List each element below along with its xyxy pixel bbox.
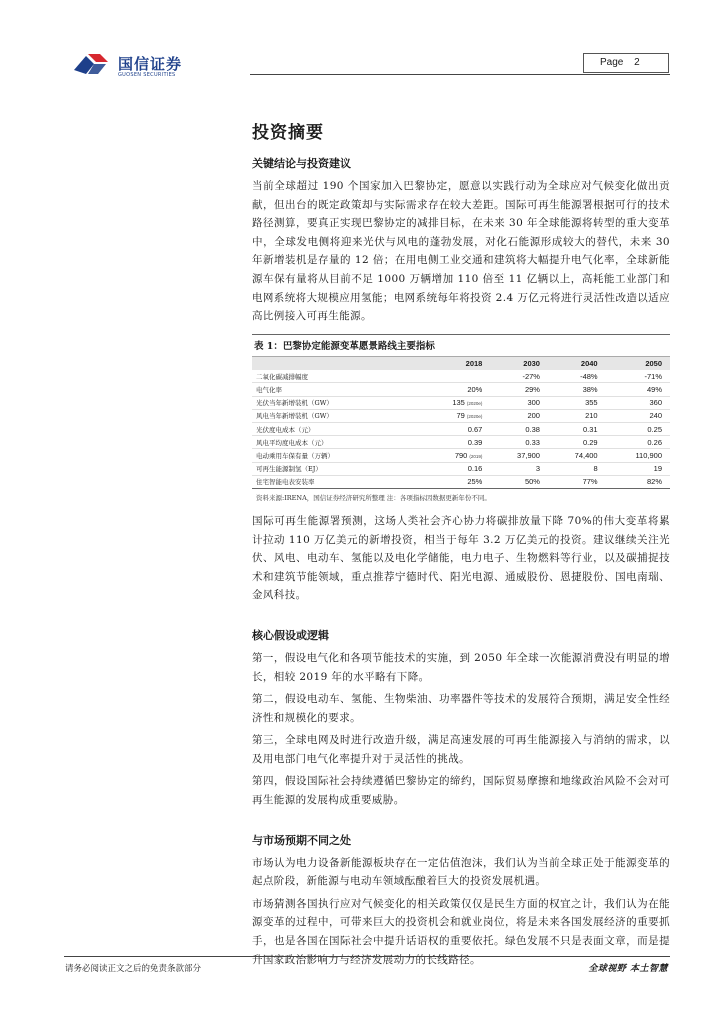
paragraph-assumption-4: 第四，假设国际社会持续遵循巴黎协定的缔约，国际贸易摩擦和地缘政治风险不会对可再生能源的发展构成重要威胁。 xyxy=(252,775,670,807)
paragraph-conclusions-1: 当前全球超过 190 个国家加入巴黎协定，愿意以实践行动为全球应对气候变化做出贡献，但出台的既定政策却与实际需求存在较大差距。国际可再生能源署根据可行的技术路径测算，要真正实现巴黎协定的减排目标，在未来 30 年全球能源将转型的重大变革中，全球发电侧将迎来光伏与风电的蓬勃发展，对化石能源形成较大的替代，未来 30 年新增装机是存量的 12 倍；在用电侧工业交通和建筑将大幅提升电气化率，全球新能源车保有量将从目前不足 1000 万辆增加 110 倍至 11 亿辆以上，高耗能工业部门和电网系统将大规模应用氢能；电网系统每年将投资 2.4 万亿元将进行灵活性改造以适应高比例接入可再生能源。 xyxy=(252,180,670,323)
table-cell: 300 xyxy=(490,396,548,409)
table-cell: 0.38 xyxy=(490,423,548,436)
table-cell: 82% xyxy=(606,475,670,488)
table-cell: 0.39 xyxy=(420,436,491,449)
cell-note: (2020e) xyxy=(466,401,483,407)
table-cell: 8 xyxy=(548,462,606,475)
company-logo xyxy=(72,50,202,82)
table-row xyxy=(252,383,670,396)
table-cell: 200 xyxy=(490,409,548,422)
row-label: 光伏度电成本（元） xyxy=(252,423,420,436)
footer-disclaimer: 请务必阅读正文之后的免责条款部分 xyxy=(65,964,202,974)
table-cell: -48% xyxy=(548,370,606,383)
table-row xyxy=(252,370,670,383)
table-row xyxy=(252,436,670,449)
table-cell xyxy=(420,449,491,462)
footer-divider xyxy=(64,956,670,957)
table-cell: 360 xyxy=(606,396,670,409)
row-label: 风电当年新增装机（GW） xyxy=(252,409,420,422)
company-name-cn: 国信证券 xyxy=(118,55,183,73)
row-label: 二氧化碳减排幅度 xyxy=(252,370,420,383)
table-cell: 29% xyxy=(490,383,548,396)
header-divider xyxy=(250,74,670,75)
paragraph-assumption-1: 第一，假设电气化和各项节能技术的实施，到 2050 年全球一次能源消费没有明显的增长，相较 2019 年的水平略有下降。 xyxy=(252,651,670,683)
table-cell: 0.29 xyxy=(548,436,606,449)
company-name-en: GUOSEN SECURITIES xyxy=(118,72,176,78)
table-cell xyxy=(420,370,491,383)
table-cell: -27% xyxy=(490,370,548,383)
indicator-table xyxy=(252,334,670,512)
table-cell: 0.31 xyxy=(548,423,606,436)
table-cell: 20% xyxy=(420,383,491,396)
table-cell: 0.25 xyxy=(606,423,670,436)
table-title: 表 1：巴黎协定能源变革愿景路线主要指标 xyxy=(252,334,670,357)
page-number: 2 xyxy=(634,57,640,68)
page-label: Page xyxy=(600,57,624,68)
table-cell: 50% xyxy=(490,475,548,488)
table-cell: 19 xyxy=(606,462,670,475)
table-cell: 0.33 xyxy=(490,436,548,449)
row-label: 电气化率 xyxy=(252,383,420,396)
table-row xyxy=(252,409,670,422)
table-header-cell: 2030 xyxy=(490,357,548,370)
table-row xyxy=(252,475,670,488)
main-content xyxy=(252,118,670,973)
table-cell: 240 xyxy=(606,409,670,422)
table-cell: 0.26 xyxy=(606,436,670,449)
row-label: 风电平均度电成本（元） xyxy=(252,436,420,449)
table-cell: 74,400 xyxy=(548,449,606,462)
row-label: 光伏当年新增装机（GW） xyxy=(252,396,420,409)
table-row xyxy=(252,423,670,436)
row-label: 电动乘用车保有量（万辆） xyxy=(252,449,420,462)
table-cell xyxy=(420,396,491,409)
table-cell xyxy=(420,409,491,422)
table-source-note: 资料来源:IRENA，国信证券经济研究所整理 注：各项指标因数据更新年份不同。 xyxy=(256,493,491,502)
table-cell: 37,900 xyxy=(490,449,548,462)
cell-value: 79 xyxy=(456,411,465,421)
table-cell: 49% xyxy=(606,383,670,396)
paragraph-market-1: 市场认为电力设备新能源板块存在一定估值泡沫，我们认为当前全球正处于能源变革的起点阶段，新能源与电动车领域酝酿着巨大的投资发展机遇。 xyxy=(252,856,670,888)
table-row xyxy=(252,462,670,475)
table-cell: 77% xyxy=(548,475,606,488)
section-heading-assumptions: 核心假设或逻辑 xyxy=(252,628,329,642)
data-table xyxy=(252,357,670,489)
section-heading-market-difference: 与市场预期不同之处 xyxy=(252,833,351,847)
table-cell: -71% xyxy=(606,370,670,383)
row-label: 可再生能源制氢（EJ） xyxy=(252,462,420,475)
table-header-cell: 2050 xyxy=(606,357,670,370)
table-header-row xyxy=(252,357,670,370)
table-cell: 355 xyxy=(548,396,606,409)
section-heading-conclusions: 关键结论与投资建议 xyxy=(252,157,351,170)
table-cell: 25% xyxy=(420,475,491,488)
cell-value: 790 xyxy=(454,450,468,460)
table-cell: 210 xyxy=(548,409,606,422)
table-cell: 3 xyxy=(490,462,548,475)
paragraph-conclusions-2: 国际可再生能源署预测，这场人类社会齐心协力将碳排放量下降 70%的伟大变革将累计拉动 110 万亿美元的新增投资，相当于每年 3.2 万亿美元的投资。建议继续关注光伏、风电、电动车、氢能以及电化学储能，电力电子、生物燃料等行业，以及碳捕捉技术和建筑节能领域，重点推荐宁德时代、阳光电源、通威股份、恩捷股份、国电南瑞、金风科技。 xyxy=(252,514,670,602)
paragraph-market-2: 市场猜测各国执行应对气候变化的相关政策仅仅是民生方面的权宜之计，我们认为在能源变革的过程中，可带来巨大的投资机会和就业岗位，将是未来各国发展经济的重要抓手，也是各国在国际社会中提升话语权的重要依托。绿色发展不只是表面文章，而是提升国家政治影响力与经济发展动力的长线路径。 xyxy=(252,897,670,966)
row-label: 住宅智能电表安装率 xyxy=(252,475,420,488)
paragraph-assumption-3: 第三，全球电网及时进行改造升级，满足高速发展的可再生能源接入与消纳的需求，以及用电部门电气化率提升对于灵活性的挑战。 xyxy=(252,734,670,765)
table-cell: 0.16 xyxy=(420,462,491,475)
table-row xyxy=(252,396,670,409)
page-indicator xyxy=(583,53,669,73)
cell-note: (2020e) xyxy=(466,414,483,420)
table-cell: 110,900 xyxy=(606,449,670,462)
cell-note: (2019) xyxy=(469,453,483,459)
table-header-cell xyxy=(252,357,420,370)
page-title: 投资摘要 xyxy=(252,123,324,143)
guosen-logo-icon xyxy=(72,50,114,78)
table-header-cell: 2018 xyxy=(420,357,491,370)
table-cell: 0.67 xyxy=(420,423,491,436)
table-row xyxy=(252,449,670,462)
table-cell: 38% xyxy=(548,383,606,396)
footer-slogan: 全球视野 本土智慧 xyxy=(588,964,668,974)
paragraph-assumption-2: 第二，假设电动车、氢能、生物柴油、功率器件等技术的发展符合预期，满足安全性经济性和规模化的要求。 xyxy=(252,693,670,724)
cell-value: 135 xyxy=(452,398,465,408)
table-header-cell: 2040 xyxy=(548,357,606,370)
